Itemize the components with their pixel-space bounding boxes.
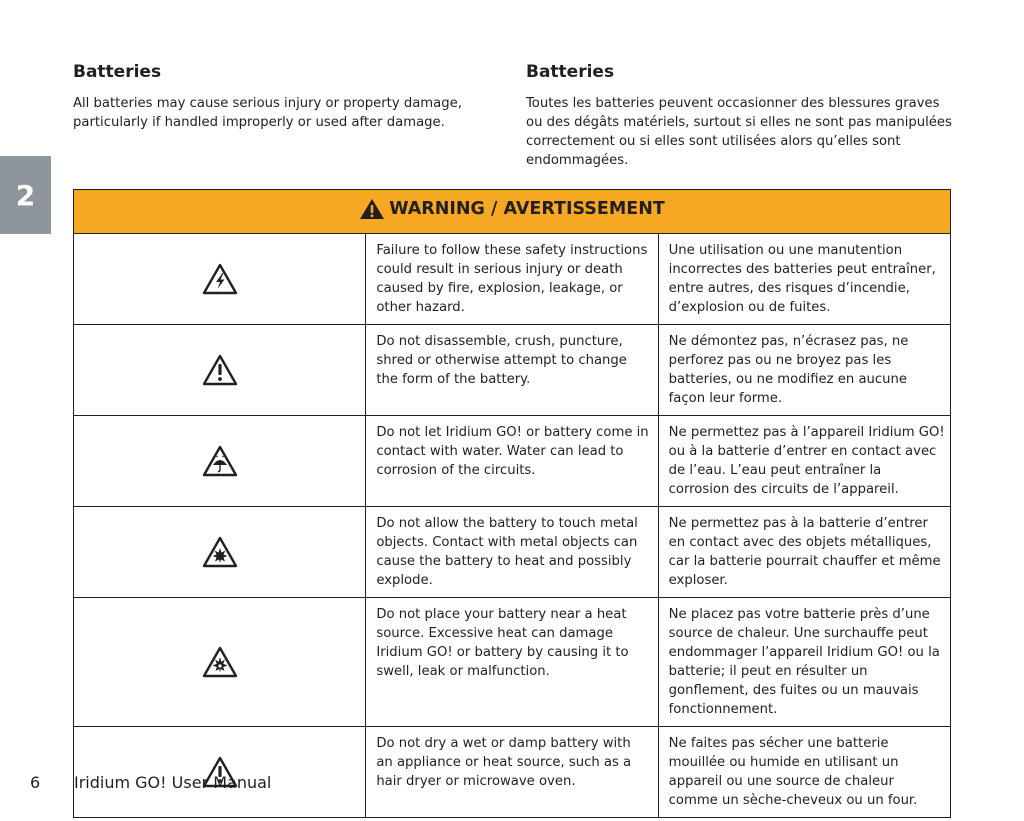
intro-french xyxy=(526,60,956,170)
table-row xyxy=(74,598,951,727)
electrical-hazard-icon xyxy=(201,262,239,296)
table-row xyxy=(74,416,951,507)
row-text-fr: Ne permettez pas à la batterie d’entrer en contact avec des objets métalliques, car la batterie pourrait chauffer et même exploser. xyxy=(658,507,950,598)
row-text-fr: Une utilisation ou une manutention incorrectes des batteries peut entraîner, entre autres, des risques d’incendie, d’explosion ou de fuites. xyxy=(658,234,950,325)
chapter-tab: 2 xyxy=(0,156,51,234)
row-text-en: Do not disassemble, crush, puncture, shred or otherwise attempt to change the form of the battery. xyxy=(366,325,658,416)
table-row xyxy=(74,507,951,598)
row-text-en: Do not place your battery near a heat source. Excessive heat can damage Iridium GO! or battery by causing it to swell, leak or malfunction. xyxy=(366,598,658,727)
row-text-fr: Ne démontez pas, n’écrasez pas, ne perforez pas ou ne broyez pas les batteries, ou ne modifiez en aucune façon leur forme. xyxy=(658,325,950,416)
warning-table xyxy=(73,189,951,818)
intro-text-fr: Toutes les batteries peuvent occasionner des blessures graves ou des dégâts matériels, surtout si elles ne sont pas manipulées correctement ou si elles sont utilisées alors qu’elles sont endommagées. xyxy=(526,96,952,168)
warning-triangle-icon xyxy=(359,198,385,220)
intro-heading-en: Batteries xyxy=(73,62,162,82)
intro-english xyxy=(73,60,493,132)
page-number: 6 xyxy=(30,773,41,792)
table-row xyxy=(74,234,951,325)
fire-warning-icon xyxy=(201,645,239,679)
row-text-en: Failure to follow these safety instructions could result in serious injury or death caused by fire, explosion, leakage, or other hazard. xyxy=(366,234,658,325)
exclamation-warning-icon xyxy=(201,353,239,387)
row-text-en: Do not let Iridium GO! or battery come in contact with water. Water can lead to corrosion of the circuits. xyxy=(366,416,658,507)
row-text-en: Do not allow the battery to touch metal objects. Contact with metal objects can cause the battery to heat and possibly explode. xyxy=(366,507,658,598)
water-umbrella-warning-icon xyxy=(201,444,239,478)
explosion-warning-icon xyxy=(201,535,239,569)
warning-header-text: WARNING / AVERTISSEMENT xyxy=(389,199,665,219)
row-text-en: Do not dry a wet or damp battery with an appliance or heat source, such as a hair dryer or microwave oven. xyxy=(366,727,658,818)
intro-heading-fr: Batteries xyxy=(526,62,615,82)
row-text-fr: Ne permettez pas à l’appareil Iridium GO! ou à la batterie d’entrer en contact avec de l’eau. L’eau peut entraîner la corrosion des circuits de l’appareil. xyxy=(658,416,950,507)
intro-text-en: All batteries may cause serious injury or property damage, particularly if handled improperly or used after damage. xyxy=(73,96,462,130)
table-row xyxy=(74,325,951,416)
row-text-fr: Ne placez pas votre batterie près d’une source de chaleur. Une surchauffe peut endommager l’appareil Iridium GO! ou la batterie; il peut en résulter un gonflement, des fuites ou un mauvais fonctionnement. xyxy=(658,598,950,727)
warning-header xyxy=(74,190,951,234)
row-text-fr: Ne faites pas sécher une batterie mouillée ou humide en utilisant un appareil ou une source de chaleur comme un sèche-cheveux ou un four. xyxy=(658,727,950,818)
manual-title: Iridium GO! User Manual xyxy=(74,773,272,792)
page-footer xyxy=(30,772,271,794)
